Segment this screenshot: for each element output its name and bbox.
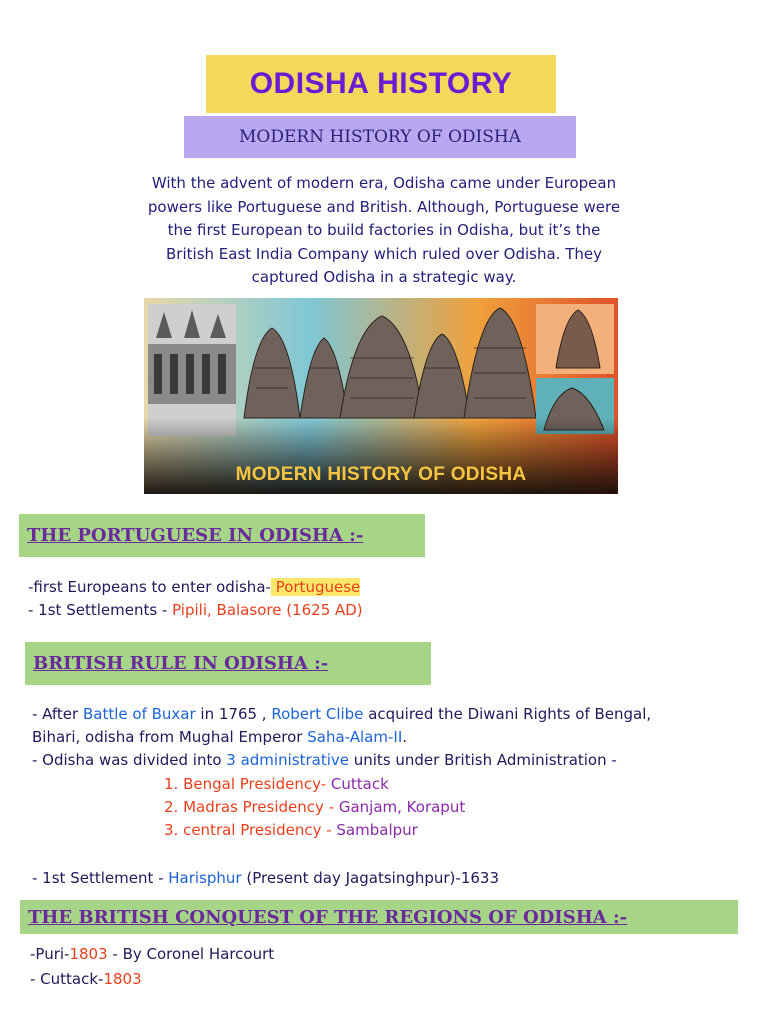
temple-banner-image [144, 298, 618, 494]
unit-place: Sambalpur [336, 821, 418, 839]
conquest-line-2 [30, 970, 142, 988]
unit-item [164, 798, 465, 816]
unit-name: 3. central Presidency - [164, 821, 337, 839]
intro-line: powers like Portuguese and British. Although, Portuguese were [147, 197, 621, 216]
text-segment: - Odisha was divided into [32, 751, 227, 769]
year-value: 1803 [103, 970, 142, 988]
text-segment: in 1765 , [195, 705, 272, 723]
british-line-3 [32, 751, 617, 769]
unit-name: 2. Madras Presidency - [164, 798, 339, 816]
section-heading-text: THE PORTUGUESE IN ODISHA :- [27, 525, 364, 546]
unit-place: Ganjam, Koraput [338, 798, 466, 816]
portuguese-line-2 [28, 601, 363, 619]
text-segment: -Puri- [30, 945, 70, 963]
section-heading-portuguese [19, 514, 425, 557]
conquest-line-1 [30, 945, 274, 963]
page-subtitle: MODERN HISTORY OF ODISHA [239, 127, 521, 147]
year-value: 1803 [69, 945, 108, 963]
highlighted-term: Saha-Alam-II [307, 728, 403, 746]
intro-line: the first European to build factories in Odisha, but it’s the [167, 221, 601, 239]
text-segment: -first Europeans to enter odisha- [28, 578, 271, 596]
highlighted-term: Portuguese [270, 578, 361, 596]
text-segment: - 1st Settlement - [32, 869, 169, 887]
settlement-value: Pipili, Balasore (1625 AD) [172, 601, 363, 619]
text-segment: acquired the Diwani Rights of Bengal, [363, 705, 652, 723]
unit-item [164, 821, 418, 839]
text-segment: . [402, 728, 408, 746]
unit-item [164, 775, 389, 793]
text-segment: units under British Administration - [348, 751, 617, 769]
text-segment: Bihari, odisha from Mughal Emperor [32, 728, 308, 746]
section-heading-british-rule [25, 642, 431, 685]
highlighted-term: Harisphur [168, 869, 242, 887]
text-segment: - 1st Settlements - [28, 601, 173, 619]
intro-line: British East India Company which ruled over Odisha. They [166, 244, 602, 263]
british-line-2 [32, 728, 407, 746]
portuguese-line-1 [28, 578, 360, 596]
section-heading-conquest [20, 900, 738, 934]
unit-name: 1. Bengal Presidency- [164, 775, 331, 793]
intro-paragraph [136, 172, 632, 290]
unit-place: Cuttack [330, 775, 389, 793]
section-heading-text: THE BRITISH CONQUEST OF THE REGIONS OF ODISHA :- [28, 906, 628, 928]
british-line-1 [32, 705, 651, 723]
text-segment: (Present day Jagatsinghpur)-1633 [241, 869, 499, 887]
highlighted-term: Robert Clibe [271, 705, 364, 723]
british-line-4 [32, 869, 499, 887]
text-segment: - After [32, 705, 83, 723]
title-banner [206, 55, 556, 113]
highlighted-term: Battle of Buxar [82, 705, 196, 723]
text-segment: - By Coronel Harcourt [107, 945, 275, 963]
banner-caption: MODERN HISTORY OF ODISHA [235, 464, 527, 485]
intro-line: captured Odisha in a strategic way. [251, 268, 517, 286]
intro-line: With the advent of modern era, Odisha came under European [151, 174, 617, 192]
section-heading-text: BRITISH RULE IN ODISHA :- [33, 653, 329, 674]
highlighted-term: 3 administrative [226, 751, 349, 769]
subtitle-banner [184, 116, 576, 158]
text-segment: - Cuttack- [30, 970, 104, 988]
page-title: ODISHA HISTORY [249, 67, 513, 100]
